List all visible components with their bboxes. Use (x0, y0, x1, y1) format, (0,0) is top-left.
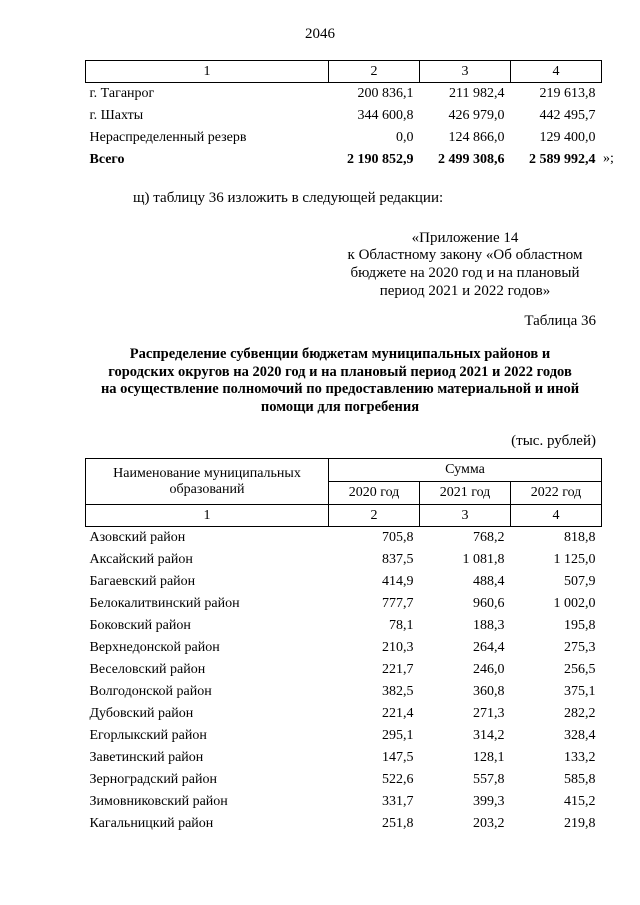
total-2022: 2 589 992,4 (529, 152, 596, 167)
table-row (86, 549, 602, 571)
column-number: 1 (86, 505, 329, 527)
value-2021: 271,3 (473, 706, 505, 721)
units-label: (тыс. рублей) (511, 433, 596, 449)
value-2020: 210,3 (382, 640, 414, 655)
header-sum: Сумма (329, 459, 602, 482)
value-2021: 188,3 (473, 618, 505, 633)
row-name: Зимовниковский район (89, 794, 228, 809)
row-name: Зерноградский район (89, 772, 217, 787)
total-2021: 2 499 308,6 (438, 152, 505, 167)
value-2022: 1 125,0 (553, 552, 596, 567)
column-numbers-row (86, 505, 602, 527)
table-row (86, 681, 602, 703)
value-2020: 837,5 (382, 552, 414, 567)
header-name: Наименование муниципальных образований (86, 459, 329, 505)
row-name: г. Шахты (89, 108, 144, 123)
value-2022: 818,8 (564, 530, 596, 545)
value-2022: 1 002,0 (553, 596, 596, 611)
row-name: Дубовский район (89, 706, 194, 721)
table-row (86, 105, 602, 127)
value-2020: 705,8 (382, 530, 414, 545)
row-name: Кагальницкий район (89, 816, 214, 831)
column-number: 4 (511, 505, 602, 527)
value-2022: 219,8 (564, 816, 596, 831)
row-name: Волгодонской район (89, 684, 212, 699)
page-number: 2046 (305, 26, 335, 42)
amendment-text: щ) таблицу 36 изложить в следующей редакции: (133, 190, 444, 206)
value-2020: 382,5 (382, 684, 414, 699)
column-number: 3 (420, 505, 511, 527)
value-2021: 557,8 (473, 772, 505, 787)
value-2020: 414,9 (382, 574, 414, 589)
column-number: 2 (329, 505, 420, 527)
value-2021: 264,4 (473, 640, 505, 655)
value-2021: 203,2 (473, 816, 505, 831)
value-2022: 585,8 (564, 772, 596, 787)
value-2022: 275,3 (564, 640, 596, 655)
value-2021: 768,2 (473, 530, 505, 545)
row-name: Егорлыкский район (89, 728, 207, 743)
table-row (86, 813, 602, 835)
total-label: Всего (89, 152, 125, 167)
value-2020: 251,8 (382, 816, 414, 831)
value-2022: 219 613,8 (539, 86, 596, 101)
value-2022: 195,8 (564, 618, 596, 633)
appendix-title: «Приложение 14 (411, 230, 519, 246)
total-row (86, 149, 602, 171)
value-2020: 295,1 (382, 728, 414, 743)
table-row (86, 615, 602, 637)
header-year: 2021 год (420, 482, 511, 505)
table-row (86, 571, 602, 593)
table-row (86, 791, 602, 813)
header-year: 2022 год (511, 482, 602, 505)
table-row (86, 747, 602, 769)
value-2021: 211 982,4 (449, 86, 505, 101)
table-row (86, 127, 602, 149)
value-2021: 360,8 (473, 684, 505, 699)
row-name: Багаевский район (89, 574, 196, 589)
table-title: Распределение субвенции бюджетам муниципальных районов и городских округов на 2020 год и на плановый период 2021 и 2022 годов на осуществление полномочий по предоставлению материальной и иной помощи для погребения (100, 346, 580, 415)
table-row (86, 637, 602, 659)
table-row (86, 725, 602, 747)
table-row (86, 769, 602, 791)
value-2022: 415,2 (564, 794, 596, 809)
value-2020: 147,5 (382, 750, 414, 765)
column-numbers-row (86, 61, 602, 83)
value-2020: 331,7 (382, 794, 414, 809)
value-2020: 221,4 (382, 706, 414, 721)
value-2022: 129 400,0 (539, 130, 596, 145)
header-row (86, 459, 602, 482)
column-number: 3 (420, 61, 511, 83)
budget-table-continuation (85, 60, 602, 171)
value-2022: 282,2 (564, 706, 596, 721)
value-2022: 442 495,7 (539, 108, 596, 123)
table-row (86, 659, 602, 681)
row-name: Нераспределенный резерв (89, 130, 247, 145)
value-2022: 256,5 (564, 662, 596, 677)
column-number: 4 (511, 61, 602, 83)
value-2022: 328,4 (564, 728, 596, 743)
value-2021: 960,6 (473, 596, 505, 611)
value-2021: 399,3 (473, 794, 505, 809)
row-name: Аксайский район (89, 552, 193, 567)
value-2020: 777,7 (382, 596, 414, 611)
value-2021: 124 866,0 (448, 130, 505, 145)
value-2022: 375,1 (564, 684, 596, 699)
table-row (86, 593, 602, 615)
row-name: Белокалитвинский район (89, 596, 240, 611)
table-row (86, 83, 602, 106)
value-2021: 128,1 (473, 750, 505, 765)
table-number: Таблица 36 (524, 313, 596, 329)
value-2020: 78,1 (389, 618, 414, 633)
column-number: 2 (329, 61, 420, 83)
value-2020: 200 836,1 (357, 86, 414, 101)
total-2020: 2 190 852,9 (347, 152, 414, 167)
value-2020: 221,7 (382, 662, 414, 677)
value-2020: 344 600,8 (357, 108, 414, 123)
value-2020: 522,6 (382, 772, 414, 787)
closing-quote: »; (603, 151, 614, 166)
row-name: Веселовский район (89, 662, 206, 677)
column-number: 1 (86, 61, 329, 83)
row-name: Азовский район (89, 530, 186, 545)
value-2022: 507,9 (564, 574, 596, 589)
value-2021: 314,2 (473, 728, 505, 743)
row-name: Боковский район (89, 618, 191, 633)
subvention-table (85, 458, 602, 835)
row-name: Заветинский район (89, 750, 204, 765)
value-2022: 133,2 (564, 750, 596, 765)
header-year: 2020 год (329, 482, 420, 505)
table-row (86, 703, 602, 725)
row-name: г. Таганрог (89, 86, 155, 101)
value-2021: 1 081,8 (462, 552, 505, 567)
value-2020: 0,0 (396, 130, 414, 145)
value-2021: 426 979,0 (448, 108, 505, 123)
value-2021: 488,4 (473, 574, 505, 589)
row-name: Верхнедонской район (89, 640, 220, 655)
value-2021: 246,0 (473, 662, 505, 677)
table-row (86, 527, 602, 550)
appendix-reference: к Областному закону «Об областном бюджете на 2020 год и на плановый период 2021 и 2022 годов» (347, 247, 583, 299)
